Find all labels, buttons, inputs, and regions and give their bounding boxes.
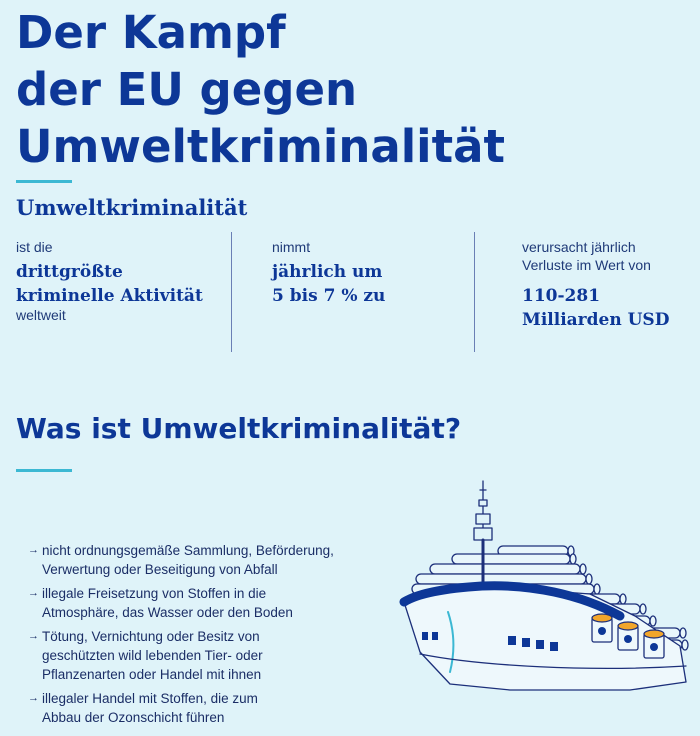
arrow-right-icon: → <box>28 692 39 704</box>
stat-main-line: 5 bis 7 % zu <box>272 286 386 306</box>
stats-heading: Umweltkriminalität <box>16 195 248 220</box>
stat-main-line: Milliarden USD <box>522 310 670 330</box>
stat-divider <box>231 232 232 352</box>
list-item-line: Abbau der Ozonschicht führen <box>42 710 225 725</box>
stat-main-line: drittgrößte <box>16 262 123 282</box>
stat-growth <box>272 238 472 358</box>
stats-row <box>0 232 700 352</box>
main-title <box>16 4 505 175</box>
arrow-right-icon: → <box>28 544 39 556</box>
cargo-ship-illustration <box>390 476 700 736</box>
title-accent-line <box>16 180 72 183</box>
list-item-line: illegale Freisetzung von Stoffen in die <box>42 586 267 601</box>
main-title-line: Umweltkriminalität <box>16 120 505 173</box>
stat-pre-line: verursacht jährlich <box>522 239 636 255</box>
list-item-line: illegaler Handel mit Stoffen, die zum <box>42 691 258 706</box>
arrow-right-icon: → <box>28 587 39 599</box>
stat-main-text <box>16 260 226 308</box>
list-item <box>28 584 378 622</box>
stat-pre-line: Verluste im Wert von <box>522 257 651 273</box>
list-item <box>28 541 378 579</box>
stat-main-line: jährlich um <box>272 262 383 282</box>
section-title: Was ist Umweltkriminalität? <box>16 412 462 445</box>
stat-pre-text: nimmt <box>272 239 311 255</box>
list-item <box>28 627 378 684</box>
arrow-right-icon: → <box>28 630 39 642</box>
list-item-line: Atmosphäre, das Wasser oder den Boden <box>42 605 293 620</box>
stat-losses <box>522 238 697 358</box>
definition-list <box>28 541 378 732</box>
stat-main-line: 110-281 <box>522 286 601 306</box>
stat-post-text: weltweit <box>16 307 66 323</box>
stat-pre-text: ist die <box>16 239 53 255</box>
list-item-line: Pflanzenarten oder Handel mit ihnen <box>42 667 262 682</box>
list-item-line: nicht ordnungsgemäße Sammlung, Beförderung, <box>42 543 334 558</box>
stat-main-text <box>522 284 697 332</box>
stat-main-text <box>272 260 472 308</box>
stat-third-largest <box>16 238 226 358</box>
list-item-line: Tötung, Vernichtung oder Besitz von <box>42 629 260 644</box>
section-accent-line <box>16 469 72 472</box>
main-title-line: der EU gegen <box>16 63 358 116</box>
hazard-barrel-icon <box>592 614 612 642</box>
main-title-line: Der Kampf <box>16 6 286 59</box>
stat-main-line: kriminelle Aktivität <box>16 286 203 306</box>
list-item <box>28 689 378 727</box>
list-item-line: Verwertung oder Beseitigung von Abfall <box>42 562 278 577</box>
stat-divider <box>474 232 475 352</box>
list-item-line: geschützten wild lebenden Tier- oder <box>42 648 263 663</box>
stat-pre-text <box>522 238 697 274</box>
